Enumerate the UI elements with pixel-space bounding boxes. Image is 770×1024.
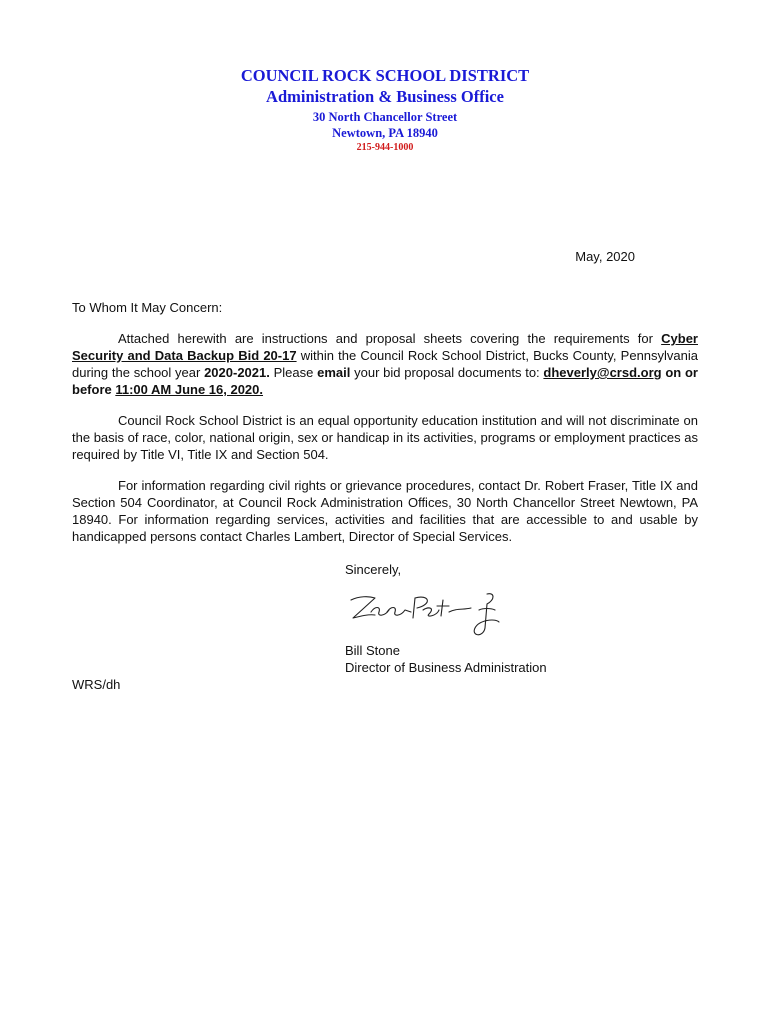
street-address: 30 North Chancellor Street xyxy=(312,110,458,124)
salutation: To Whom It May Concern: xyxy=(72,300,223,315)
paragraph-bid-instructions xyxy=(72,330,698,398)
letter-date: May, 2020 xyxy=(575,249,635,264)
signer-block xyxy=(345,642,547,676)
p1-text-5: on or before xyxy=(72,365,698,397)
signer-title: Director of Business Administration xyxy=(345,660,547,675)
paragraph-equal-opportunity xyxy=(72,412,698,463)
office-name: Administration & Business Office xyxy=(266,87,504,106)
p1-text-1: Attached herewith are instructions and proposal sheets covering the requirements for xyxy=(118,331,662,346)
city-address: Newtown, PA 18940 xyxy=(332,126,438,140)
reference-initials: WRS/dh xyxy=(72,677,121,692)
closing: Sincerely, xyxy=(345,562,402,577)
p1-text-2: within the Council Rock School District, Bucks County, Pennsylvania during the school year xyxy=(72,348,698,380)
email-word: email xyxy=(317,365,351,380)
paragraph-civil-rights xyxy=(72,477,698,545)
district-name: COUNCIL ROCK SCHOOL DISTRICT xyxy=(240,66,530,85)
p1-text-4: your bid proposal documents to: xyxy=(350,365,544,380)
email-address-link[interactable]: dheverly@crsd.org xyxy=(543,365,662,380)
p2-text: Council Rock School District is an equal opportunity education institution and will not discriminate on the basis of race, color, national origin, sex or handicap in its activities, programs or employment practices as required by Title VI, Title IX and Section 504. xyxy=(72,413,698,462)
school-year: 2020-2021. xyxy=(204,365,270,380)
bid-name: Cyber Security and Data Backup Bid 20-17 xyxy=(72,331,698,363)
p1-text-3: Please xyxy=(269,365,318,380)
signature xyxy=(345,588,505,640)
phone-number: 215-944-1000 xyxy=(356,142,414,153)
p3-text: For information regarding civil rights or grievance procedures, contact Dr. Robert Fraser, Title IX and Section 504 Coordinator, at Council Rock Administration Offices, 30 North Chancellor Street Newtown, PA 18940. For information regarding services, activities and facilities that are accessible to and usable by handicapped persons contact Charles Lambert, Director of Special Services. xyxy=(72,478,698,544)
signer-name: Bill Stone xyxy=(345,643,400,658)
letterhead xyxy=(0,66,770,155)
deadline: 11:00 AM June 16, 2020. xyxy=(115,382,264,397)
